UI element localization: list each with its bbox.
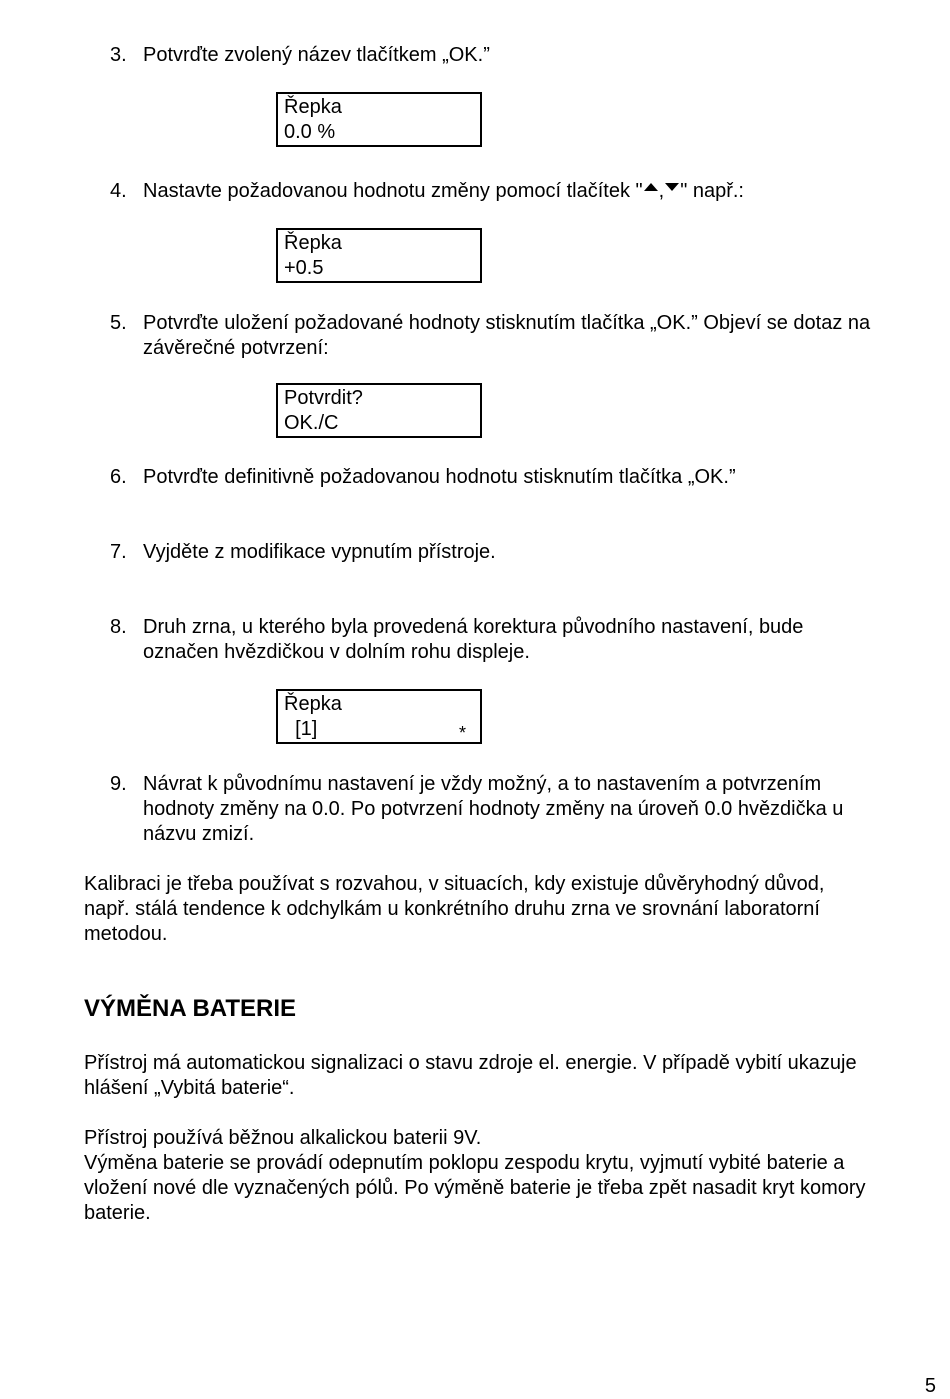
asterisk-marker: * [458,723,466,743]
step-text-separator: , [658,180,665,202]
step-number: 8. [110,616,127,638]
step-number: 7. [110,541,127,563]
lcd-line-2: [1] [284,718,318,740]
step-number: 6. [110,466,127,488]
step-text [143,311,943,361]
step-number: 4. [110,180,127,202]
arrow-down-icon [665,183,679,191]
paragraph-line: hlášení „Vybitá baterie“. [84,1077,295,1099]
step-text-line: Návrat k původnímu nastavení je vždy možný, a to nastavením a potvrzením [143,773,822,795]
paragraph-line: metodou. [84,923,168,945]
step-number: 3. [110,44,127,66]
step-text-line: označen hvězdičkou v dolním rohu displeje. [143,641,530,663]
arrow-up-icon [644,183,658,191]
lcd-display [276,228,482,283]
step-text [143,179,943,204]
step-text: Potvrďte definitivně požadovanou hodnotu stisknutím tlačítka „OK.” [143,466,736,488]
battery-paragraph [84,1051,944,1101]
step-text-part: " např.: [680,180,744,202]
lcd-line-1: Potvrdit? [284,387,363,409]
lcd-line-2: OK./C [284,412,339,434]
paragraph-line: Kalibraci je třeba používat s rozvahou, v situacích, kdy existuje důvěryhodný důvod, [84,873,825,895]
paragraph-line: vložení nové dle vyznačených pólů. Po výměně baterie je třeba zpět nasadit kryt komory [84,1177,866,1199]
lcd-line-1: Řepka [284,232,342,254]
lcd-line-2: +0.5 [284,257,324,279]
step-text: Potvrďte zvolený název tlačítkem „OK.” [143,44,490,66]
step-text-line: názvu zmizí. [143,823,255,845]
step-text-line: Potvrďte uložení požadované hodnoty stisknutím tlačítka „OK.” Objeví se dotaz na [143,312,871,334]
paragraph-line: Přístroj má automatickou signalizaci o stavu zdroje el. energie. V případě vybití ukazuje [84,1052,857,1074]
step-text: Vyjděte z modifikace vypnutím přístroje. [143,541,496,563]
step-number: 9. [110,773,127,795]
lcd-line-1: Řepka [284,96,342,118]
step-text [143,615,943,665]
step-text-part: Nastavte požadovanou hodnotu změny pomocí tlačítek " [143,180,643,202]
paragraph-line: Přístroj používá běžnou alkalickou baterii 9V. [84,1127,482,1149]
lcd-display [276,689,482,744]
lcd-line-2: 0.0 % [284,121,336,143]
section-heading: VÝMĚNA BATERIE [84,995,297,1022]
lcd-line-1: Řepka [284,693,342,715]
step-text-line: Druh zrna, u kterého byla provedená korektura původního nastavení, bude [143,616,804,638]
step-number: 5. [110,312,127,334]
step-text-line: hodnoty změny na 0.0. Po potvrzení hodnoty změny na úroveň 0.0 hvězdička u [143,798,844,820]
step-text-line: závěrečné potvrzení: [143,337,329,359]
page-number: 5 [924,1375,936,1397]
step-text [143,772,943,847]
paragraph-line: Výměna baterie se provádí odepnutím poklopu zespodu krytu, vyjmutí vybité baterie a [84,1152,845,1174]
lcd-display [276,383,482,438]
calibration-note [84,872,944,947]
battery-paragraph [84,1126,944,1226]
paragraph-line: baterie. [84,1202,151,1224]
lcd-display [276,92,482,147]
paragraph-line: např. stálá tendence k odchylkám u konkrétního druhu zrna ve srovnání laboratorní [84,898,820,920]
